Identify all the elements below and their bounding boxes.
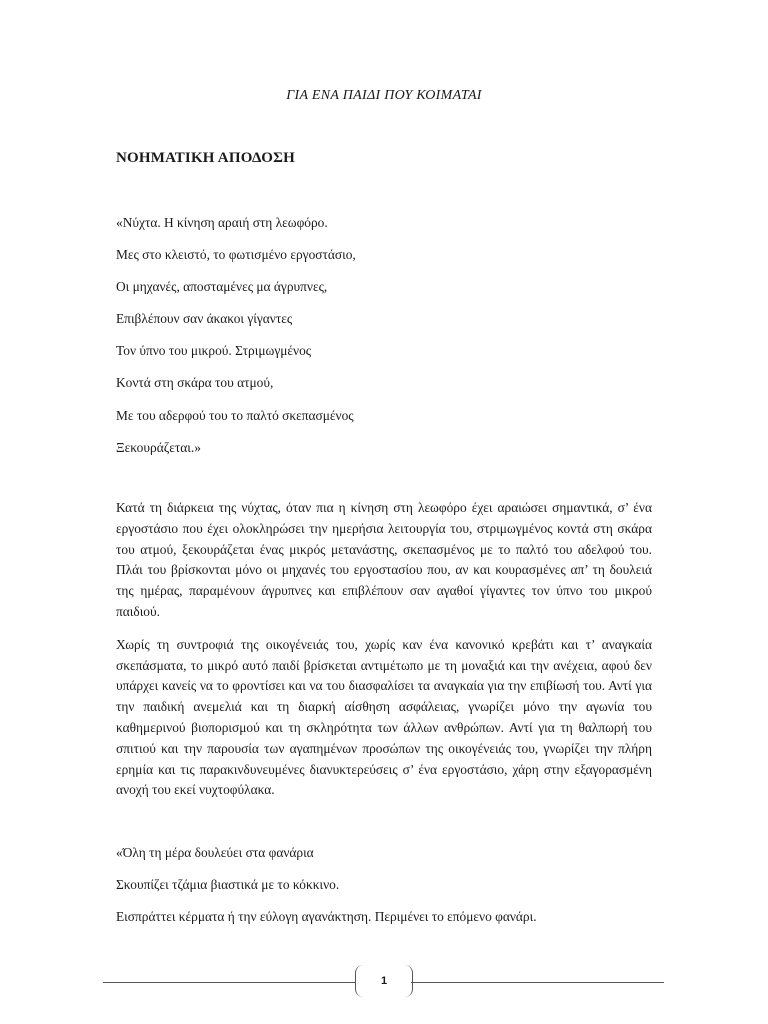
poem-line: Ξεκουράζεται.» [116, 439, 201, 455]
poem-line: Με του αδερφού του το παλτό σκεπασμένος [116, 407, 354, 423]
poem-line: Μες στο κλειστό, το φωτισμένο εργοστάσιο, [116, 247, 356, 263]
poem-line: Κοντά στη σκάρα του ατμού, [116, 375, 274, 391]
prose-section [116, 498, 652, 813]
page-number: 1 [355, 965, 413, 997]
poem-line: Εισπράττει κέρματα ή την εύλογη αγανάκτηση. Περιμένει το επόμενο φανάρι. [116, 909, 537, 925]
paragraph: Χωρίς τη συντροφιά της οικογένειάς του, χωρίς καν ένα κανονικό κρεβάτι και τ’ αναγκαία σκεπάσματα, το μικρό αυτό παιδί βρίσκεται αντιμέτωπο με τη μοναξιά και την ανέχεια, αφού δεν υπάρχει κανείς να το φροντίσει και να του διασφαλίσει τα αναγκαία για την επιβίωσή του. Αντί για την παιδική ανεμελιά και τη διαρκή αίσθηση ασφάλειας, γνωρίζει μόνο την αγωνία του καθημερινού βιοπορισμού και τη σκληρότητα των άλλων ανθρώπων. Αντί για τη θαλπωρή του σπιτιού και την παρουσία των αγαπημένων προσώπων της οικογένειάς του, γνωρίζει την πλήρη ερημία και τις παρακινδυνευμένες διανυκτερεύσεις σ’ ένα εργοστάσιο, χάρη στην εξαγορασμένη ανοχή του εκεί νυχτοφύλακα. [116, 636, 652, 798]
section-heading: ΝΟΗΜΑΤΙΚΗ ΑΠΟΔΟΣΗ [116, 150, 296, 166]
poem-excerpt-2 [116, 845, 537, 941]
poem-line: Επιβλέπουν σαν άκακοι γίγαντες [116, 311, 293, 327]
footer-divider-right [411, 982, 664, 983]
poem-line: Οι μηχανές, αποσταμένες μα άγρυπνες, [116, 279, 328, 295]
poem-line: Τον ύπνο του μικρού. Στριμωγμένος [116, 343, 312, 359]
poem-excerpt-1 [116, 215, 356, 472]
paragraph: Κατά τη διάρκεια της νύχτας, όταν πια η κίνηση στη λεωφόρο έχει αραιώσει σημαντικά, σ’ ένα εργοστάσιο που έχει ολοκληρώσει την ημερήσια λειτουργία του, στριμωγμένος κοντά στη σκάρα του ατμού, ξεκουράζεται ένας μικρός μετανάστης, σκεπασμένος με το παλτό του αδελφού του. Πλάι του βρίσκονται μόνο οι μηχανές του εργοστασίου που, αν και κουρασμένες απ’ τη δουλειά της ημέρας, παραμένουν άγρυπνες και επιβλέπουν σαν αγαθοί γίγαντες τον ύπνο του μικρού παιδιού. [116, 500, 652, 619]
poem-line: «Όλη τη μέρα δουλεύει στα φανάρια [116, 845, 314, 860]
poem-line: Σκουπίζει τζάμια βιαστικά με το κόκκινο. [116, 877, 340, 893]
document-title: ΓΙΑ ΕΝΑ ΠΑΙΔΙ ΠΟΥ ΚΟΙΜΑΤΑΙ [286, 88, 482, 103]
footer-divider-left [103, 982, 355, 983]
poem-line: «Νύχτα. Η κίνηση αραιή στη λεωφόρο. [116, 215, 328, 230]
